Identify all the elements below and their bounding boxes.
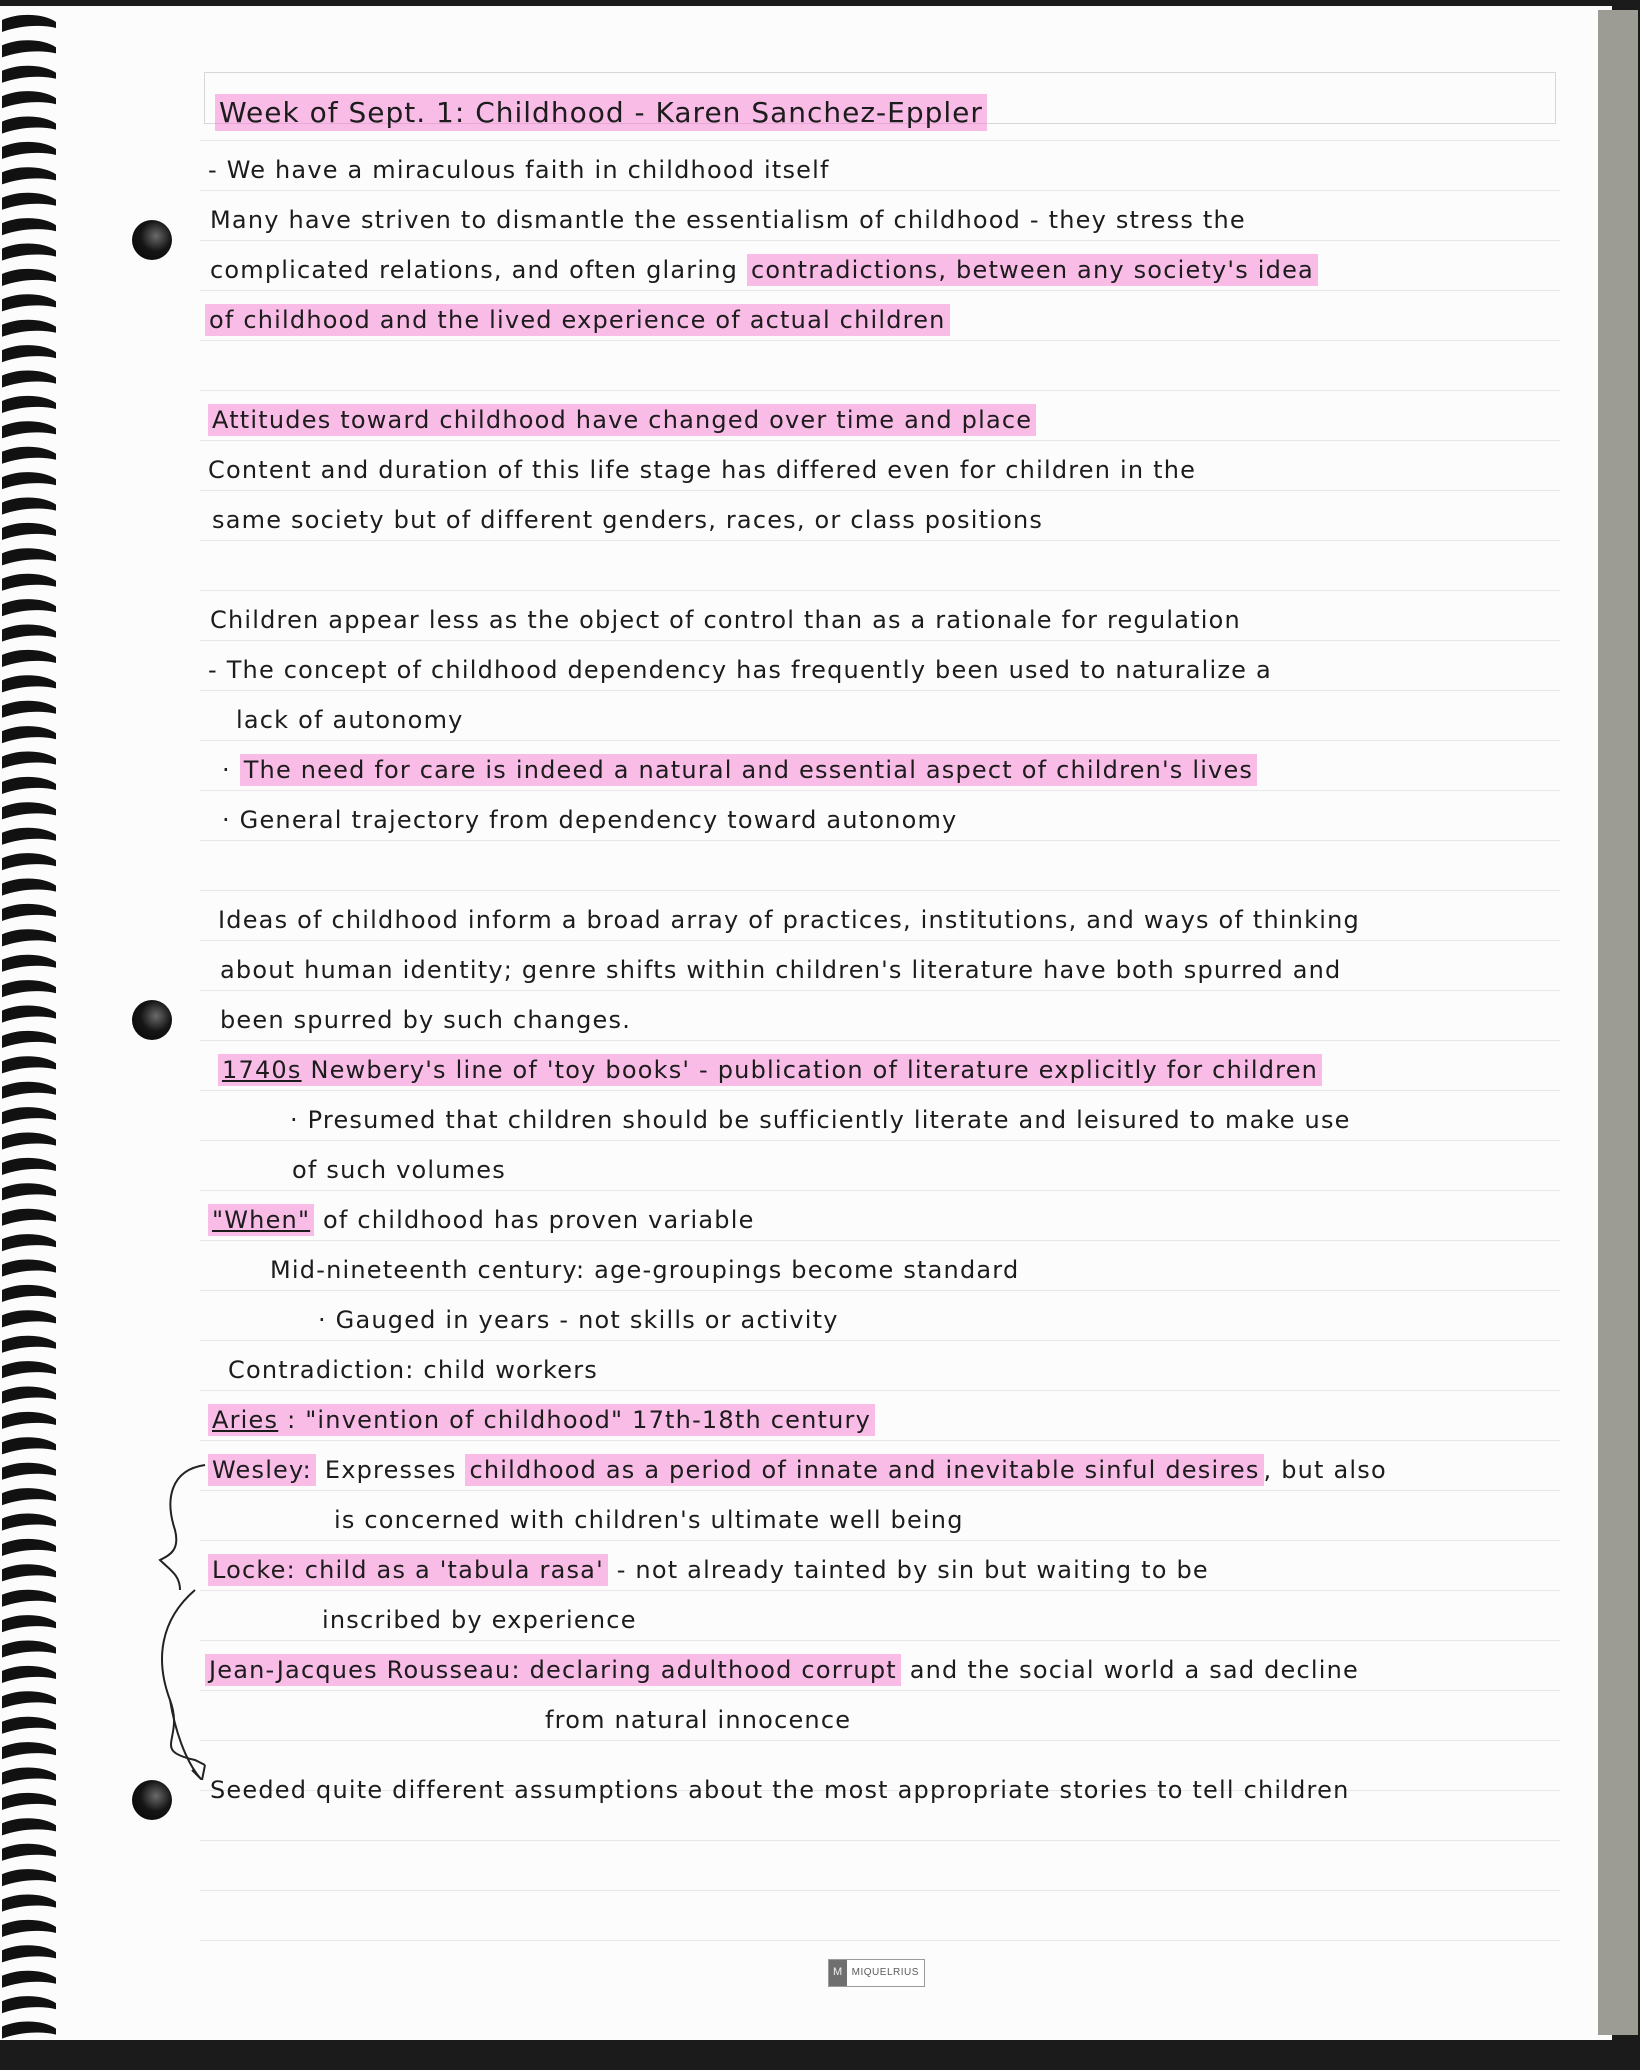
spiral-coil [2,701,56,718]
note-line [222,756,1257,784]
spiral-coil [2,625,56,642]
note-line: of such volumes [292,1156,506,1184]
ruled-line [200,890,1560,891]
note-line: · Presumed that children should be sufficiently literate and leisured to make use [290,1106,1351,1134]
spiral-coil [2,498,56,515]
note-text: - not already tainted by sin but waiting to be [616,1556,1209,1584]
spiral-coil [2,726,56,743]
spiral-coil [2,1793,56,1810]
punch-hole [132,1000,172,1040]
note-line: is concerned with children's ultimate well being [334,1506,964,1534]
spiral-coil [2,1742,56,1759]
underlined-date: 1740s [222,1056,302,1084]
spiral-coil [2,1488,56,1505]
note-highlight: The need for care is indeed a natural and essential aspect of children's lives [240,754,1257,786]
spiral-coil [2,1869,56,1886]
spiral-coil [2,1539,56,1556]
spiral-coil [2,929,56,946]
spiral-coil [2,1133,56,1150]
ruled-line [200,190,1560,191]
spiral-coil [2,1920,56,1937]
spiral-coil [2,218,56,235]
note-line: Ideas of childhood inform a broad array of practices, institutions, and ways of thinking [218,906,1360,934]
ruled-line [200,440,1560,441]
note-line: Mid-nineteenth century: age-groupings become standard [270,1256,1020,1284]
ruled-line [200,140,1560,141]
ruled-line [200,1890,1560,1891]
spiral-coil [2,91,56,108]
ruled-line [200,540,1560,541]
spiral-coil [2,675,56,692]
underlined-name: Aries [212,1406,279,1434]
spiral-binding [0,0,70,2060]
note-highlight: Jean-Jacques Rousseau: declaring adulthood corrupt [205,1654,901,1686]
note-highlight: Locke: child as a 'tabula rasa' [208,1554,608,1586]
note-line: been spurred by such changes. [220,1006,632,1034]
spiral-coil [2,1717,56,1734]
note-line: - The concept of childhood dependency has frequently been used to naturalize a [208,656,1272,684]
note-highlight: Wesley: [208,1454,316,1486]
punch-hole [132,1780,172,1820]
spiral-coil [2,1056,56,1073]
spiral-coil [2,548,56,565]
note-text: complicated relations, and often glaring [210,256,739,284]
spiral-coil [2,2022,56,2039]
note-highlight: contradictions, between any society's idea [747,254,1318,286]
spiral-coil [2,1031,56,1048]
spiral-coil [2,1996,56,2013]
spiral-coil [2,1463,56,1480]
spiral-coil [2,904,56,921]
spiral-coil [2,1107,56,1124]
ruled-line [200,740,1560,741]
spiral-coil [2,1082,56,1099]
notes-title [215,96,987,129]
spiral-coil [2,345,56,362]
spiral-coil [2,167,56,184]
note-line: Seeded quite different assumptions about the most appropriate stories to tell children [210,1776,1350,1804]
spiral-coil [2,955,56,972]
note-line [218,1056,1322,1084]
spiral-coil [2,1641,56,1658]
brand-logo-text: MIQUELRIUS [847,1960,924,1986]
ruled-line [200,390,1560,391]
spiral-coil [2,1387,56,1404]
spiral-coil [2,828,56,845]
ruled-line [200,1240,1560,1241]
note-line: · General trajectory from dependency toward autonomy [222,806,958,834]
spiral-coil [2,1691,56,1708]
spiral-coil [2,40,56,57]
note-highlight: of childhood and the lived experience of actual children [205,304,950,336]
spiral-coil [2,294,56,311]
spiral-coil [2,1844,56,1861]
spiral-coil [2,802,56,819]
note-text: Expresses [324,1456,457,1484]
note-line [210,256,1318,284]
ruled-line [200,1490,1560,1491]
ruled-line [200,1690,1560,1691]
note-line [208,1556,1209,1584]
spiral-coil [2,1183,56,1200]
note-line [208,1406,875,1434]
ruled-line [200,790,1560,791]
spiral-coil [2,1945,56,1962]
spiral-coil [2,1666,56,1683]
punch-hole [132,220,172,260]
spiral-coil [2,777,56,794]
spiral-coil [2,879,56,896]
note-text: , but also [1263,1456,1387,1484]
spiral-coil [2,599,56,616]
spiral-coil [2,1818,56,1835]
spiral-coil [2,980,56,997]
scan-bottom-border [0,2040,1640,2070]
note-line: inscribed by experience [322,1606,637,1634]
spiral-coil [2,1006,56,1023]
spiral-coil [2,1209,56,1226]
ruled-line [200,490,1560,491]
spiral-coil [2,1615,56,1632]
spiral-coil [2,1336,56,1353]
spiral-coil [2,117,56,134]
spiral-coil [2,1971,56,1988]
ruled-line [200,640,1560,641]
section-heading [208,406,1036,434]
ruled-line [200,940,1560,941]
spiral-coil [2,574,56,591]
ruled-line [200,1540,1560,1541]
note-line: about human identity; genre shifts within children's literature have both spurred and [220,956,1342,984]
spiral-coil [2,1260,56,1277]
spiral-coil [2,1158,56,1175]
spiral-coil [2,1895,56,1912]
note-text: of childhood has proven variable [323,1206,755,1234]
ruled-line [200,240,1560,241]
note-highlight: Attitudes toward childhood have changed over time and place [208,404,1036,436]
note-line: Content and duration of this life stage has differed even for children in the [208,456,1197,484]
ruled-line [200,1290,1560,1291]
note-line [205,1656,1359,1684]
spiral-coil [2,1285,56,1302]
ruled-line [200,1040,1560,1041]
ruled-line [200,590,1560,591]
spiral-coil [2,1564,56,1581]
note-highlight [208,1404,875,1436]
notebook-cover-edge [1598,10,1638,2035]
spiral-coil [2,472,56,489]
spiral-coil [2,1234,56,1251]
spiral-coil [2,1590,56,1607]
ruled-line [200,1140,1560,1141]
bracket-arrow [150,1460,210,1780]
note-line: from natural innocence [545,1706,852,1734]
ruled-line [200,290,1560,291]
spiral-coil [2,650,56,667]
ruled-line [200,340,1560,341]
ruled-line [200,840,1560,841]
note-text: Newbery's line of 'toy books' - publication of literature explicitly for children [310,1056,1319,1084]
note-line: same society but of different genders, races, or class positions [212,506,1044,534]
spiral-coil [2,269,56,286]
note-line: Many have striven to dismantle the essentialism of childhood - they stress the [210,206,1246,234]
ruled-line [200,1840,1560,1841]
spiral-coil [2,1310,56,1327]
ruled-line [200,1440,1560,1441]
ruled-line [200,1340,1560,1341]
ruled-line [200,690,1560,691]
note-line: lack of autonomy [236,706,464,734]
spiral-coil [2,371,56,388]
spiral-coil [2,752,56,769]
spiral-coil [2,1768,56,1785]
spiral-coil [2,66,56,83]
note-text: : "invention of childhood" 17th-18th century [287,1406,871,1434]
ruled-line [200,1390,1560,1391]
spiral-coil [2,1412,56,1429]
ruled-line [200,1740,1560,1741]
note-line [208,1206,755,1234]
spiral-coil [2,15,56,32]
brand-logo [828,1959,925,1987]
spiral-coil [2,447,56,464]
spiral-coil [2,421,56,438]
note-text: · [222,756,231,784]
ruled-line [200,1090,1560,1091]
spiral-coil [2,142,56,159]
spiral-coil [2,193,56,210]
note-highlight [218,1054,1322,1086]
brand-logo-mark: M [829,1960,847,1986]
note-text: and the social world a sad decline [909,1656,1360,1684]
note-line [205,306,950,334]
ruled-line [200,1940,1560,1941]
spiral-coil [2,320,56,337]
note-line [208,1456,1387,1484]
ruled-line [200,1590,1560,1591]
spiral-coil [2,1514,56,1531]
spiral-coil [2,1437,56,1454]
ruled-line [200,990,1560,991]
note-line: - We have a miraculous faith in childhood itself [208,156,830,184]
title-highlight: Week of Sept. 1: Childhood - Karen Sanchez-Eppler [215,94,987,131]
ruled-line [200,1640,1560,1641]
ruled-line [200,1190,1560,1191]
spiral-coil [2,244,56,261]
note-line: Children appear less as the object of control than as a rationale for regulation [210,606,1241,634]
spiral-coil [2,396,56,413]
spiral-coil [2,1361,56,1378]
note-line: · Gauged in years - not skills or activity [318,1306,839,1334]
note-line: Contradiction: child workers [228,1356,598,1384]
spiral-coil [2,853,56,870]
note-highlight: childhood as a period of innate and inevitable sinful desires [465,1454,1263,1486]
spiral-coil [2,523,56,540]
note-highlight: "When" [208,1204,314,1236]
